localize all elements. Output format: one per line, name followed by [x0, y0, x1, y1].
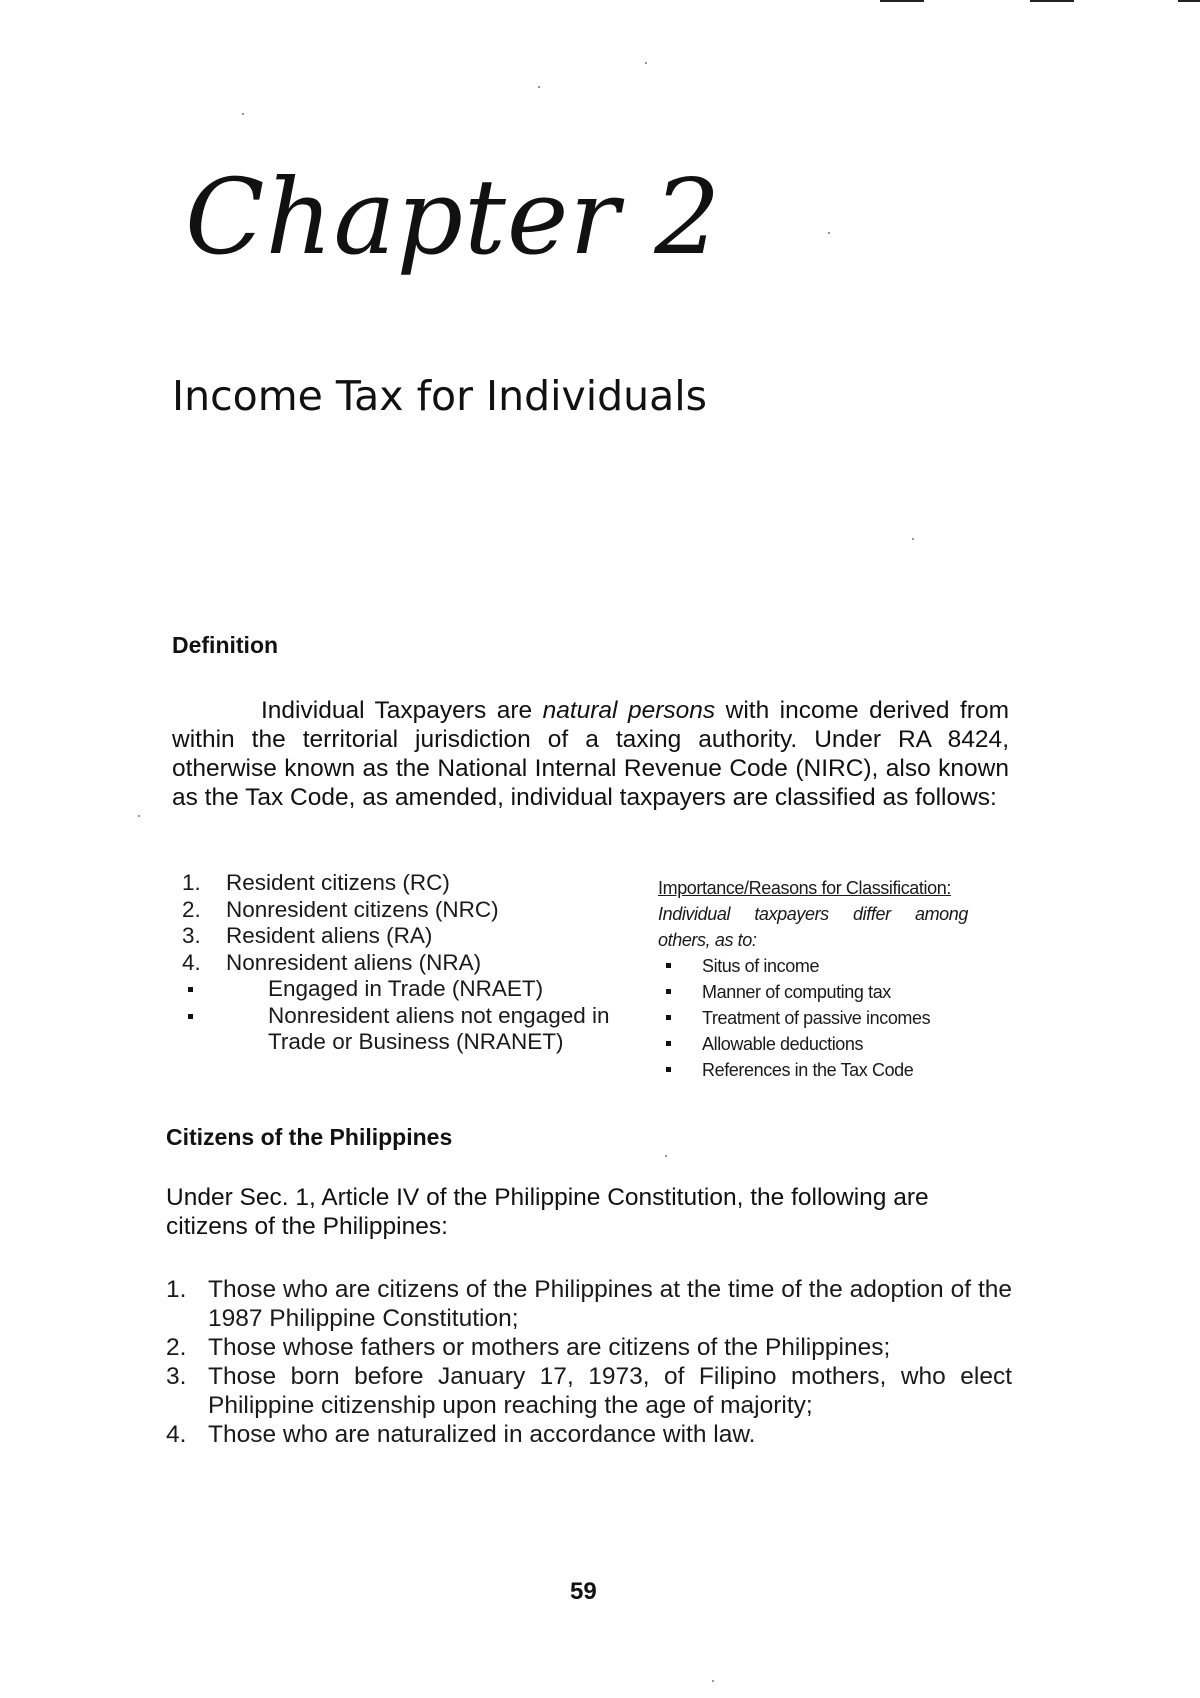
- chapter-title: Income Tax for Individuals: [172, 372, 708, 420]
- scan-speck: [538, 86, 540, 88]
- list-item: [162, 1420, 1012, 1449]
- list-item: [170, 870, 640, 897]
- list-item-label: Resident aliens (RA): [226, 923, 433, 948]
- scan-mark: [880, 0, 924, 2]
- list-number: 2.: [166, 1334, 187, 1361]
- list-item: [170, 923, 640, 950]
- list-item: [162, 1362, 1012, 1420]
- list-item: [162, 1333, 1012, 1362]
- square-bullet-icon: [666, 1015, 671, 1020]
- page-number: 59: [570, 1578, 597, 1605]
- reason-label: Situs of income: [702, 956, 820, 976]
- scan-speck: [665, 1155, 667, 1157]
- scan-speck: [242, 113, 244, 115]
- definition-text-part1: Individual Taxpayers are: [261, 697, 543, 724]
- reason-label: Allowable deductions: [702, 1034, 864, 1054]
- definition-heading: Definition: [172, 632, 279, 658]
- list-item-label: Resident citizens (RC): [226, 870, 450, 895]
- list-item: [658, 1005, 968, 1031]
- square-bullet-icon: [188, 987, 193, 992]
- list-number: 1.: [182, 870, 201, 895]
- classification-reasons: [658, 875, 968, 1083]
- sub-list-item: [170, 1003, 640, 1056]
- square-bullet-icon: [666, 1067, 671, 1072]
- scan-speck: [828, 232, 830, 234]
- list-item: [170, 950, 640, 977]
- list-item-label: Nonresident aliens (NRA): [226, 949, 482, 975]
- square-bullet-icon: [666, 1041, 671, 1046]
- list-item-text: Those who are naturalized in accordance with law.: [208, 1421, 756, 1448]
- reasons-heading: Importance/Reasons for Classification:: [658, 878, 951, 898]
- list-item-text: Those born before January 17, 1973, of Filipino mothers, who elect Philippine citizenship upon reaching the age of majority;: [208, 1363, 1012, 1419]
- scan-mark: [1178, 0, 1200, 2]
- list-item-label: Nonresident citizens (NRC): [226, 896, 499, 922]
- list-item-text: Those whose fathers or mothers are citizens of the Philippines;: [208, 1334, 891, 1361]
- square-bullet-icon: [666, 963, 671, 968]
- sub-list-item-label: Engaged in Trade (NRAET): [268, 976, 544, 1001]
- scan-speck: [712, 1680, 714, 1682]
- list-number: 3.: [182, 923, 201, 948]
- list-number: 1.: [166, 1276, 187, 1303]
- list-number: 4.: [182, 949, 201, 975]
- square-bullet-icon: [188, 1014, 193, 1019]
- list-item: [658, 1057, 968, 1083]
- chapter-heading: Chapter 2: [185, 156, 722, 278]
- square-bullet-icon: [666, 989, 671, 994]
- list-item-text: Those who are citizens of the Philippines at the time of the adoption of the 1987 Philippine Constitution;: [208, 1276, 1012, 1332]
- reason-label: References in the Tax Code: [702, 1060, 914, 1080]
- citizens-list: [162, 1275, 1012, 1449]
- sub-list-item: [170, 976, 640, 1003]
- definition-text-part2: with income derived from within the territorial jurisdiction of a taxing authority. Under RA 8424, otherwise known as the National Internal Revenue Code (NIRC), also known as the Tax Code, as amended, individual taxpayers are classified as follows:: [172, 697, 1009, 811]
- list-number: 2.: [182, 896, 201, 922]
- scan-speck: [912, 538, 914, 540]
- reasons-list: [658, 953, 968, 1083]
- citizens-heading: Citizens of the Philippines: [166, 1124, 453, 1150]
- list-number: 4.: [166, 1421, 187, 1448]
- reason-label: Treatment of passive incomes: [702, 1008, 931, 1028]
- reason-label: Manner of computing tax: [702, 982, 891, 1002]
- reasons-intro-line2: others, as to:: [658, 930, 757, 950]
- classification-list: [170, 870, 640, 1056]
- scan-speck: [138, 815, 140, 817]
- scan-mark: [1030, 0, 1074, 2]
- definition-paragraph: [172, 696, 1009, 812]
- definition-emphasis: natural persons: [542, 697, 716, 724]
- reasons-intro-line1: Individual taxpayers differ among: [658, 904, 968, 924]
- list-item: [658, 953, 968, 979]
- citizens-intro: Under Sec. 1, Article IV of the Philippine Constitution, the following are citizens of the Philippines:: [166, 1184, 929, 1240]
- list-item: [658, 979, 968, 1005]
- list-number: 3.: [166, 1363, 187, 1390]
- list-item: [170, 897, 640, 924]
- scan-speck: [645, 62, 647, 64]
- list-item: [658, 1031, 968, 1057]
- sub-list-item-label: Nonresident aliens not engaged in Trade or Business (NRANET): [268, 1002, 610, 1054]
- list-item: [162, 1275, 1012, 1333]
